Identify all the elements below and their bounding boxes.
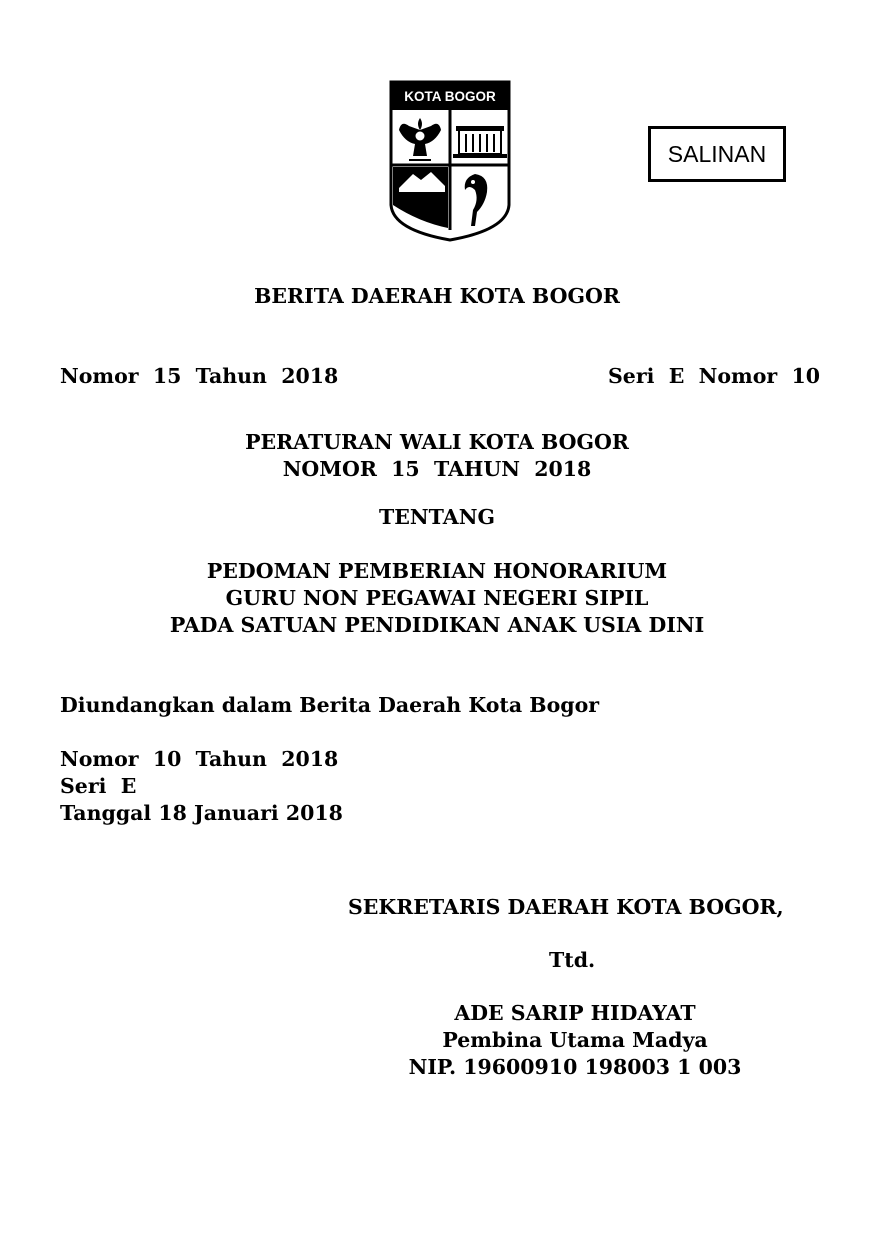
regulation-subject-line-2: GURU NON PEGAWAI NEGERI SIPIL: [225, 586, 649, 610]
salinan-label: SALINAN: [667, 140, 767, 167]
signatory-rank: Pembina Utama Madya: [442, 1028, 708, 1052]
palace-building-icon: [453, 126, 507, 158]
regulation-subject-line-3: PADA SATUAN PENDIDIKAN ANAK USIA DINI: [169, 613, 705, 637]
gazette-title: BERITA DAERAH KOTA BOGOR: [254, 284, 620, 308]
promulgation-series: Seri E: [60, 774, 137, 798]
regulation-title: PERATURAN WALI KOTA BOGOR: [245, 430, 629, 454]
regulation-about: TENTANG: [379, 505, 495, 529]
promulgation-intro: Diundangkan dalam Berita Daerah Kota Bogor: [60, 693, 600, 717]
promulgation-number: Nomor 10 Tahun 2018: [60, 747, 339, 771]
regulation-number: NOMOR 15 TAHUN 2018: [282, 457, 592, 481]
regulation-subject-line-1: PEDOMAN PEMBERIAN HONORARIUM: [206, 559, 668, 583]
promulgation-date: Tanggal 18 Januari 2018: [60, 801, 343, 825]
gazette-number: Nomor 15 Tahun 2018: [60, 364, 339, 388]
signatory-office: SEKRETARIS DAERAH KOTA BOGOR,: [348, 895, 784, 919]
kota-bogor-emblem: [389, 80, 511, 242]
signatory-name: ADE SARIP HIDAYAT: [454, 1001, 696, 1025]
salinan-stamp: [648, 126, 786, 182]
signatory-nip: NIP. 19600910 198003 1 003: [408, 1055, 742, 1079]
gazette-series-number: Seri E Nomor 10: [608, 364, 820, 388]
signature-mark: Ttd.: [549, 948, 596, 972]
emblem-label: KOTA BOGOR: [404, 89, 496, 104]
